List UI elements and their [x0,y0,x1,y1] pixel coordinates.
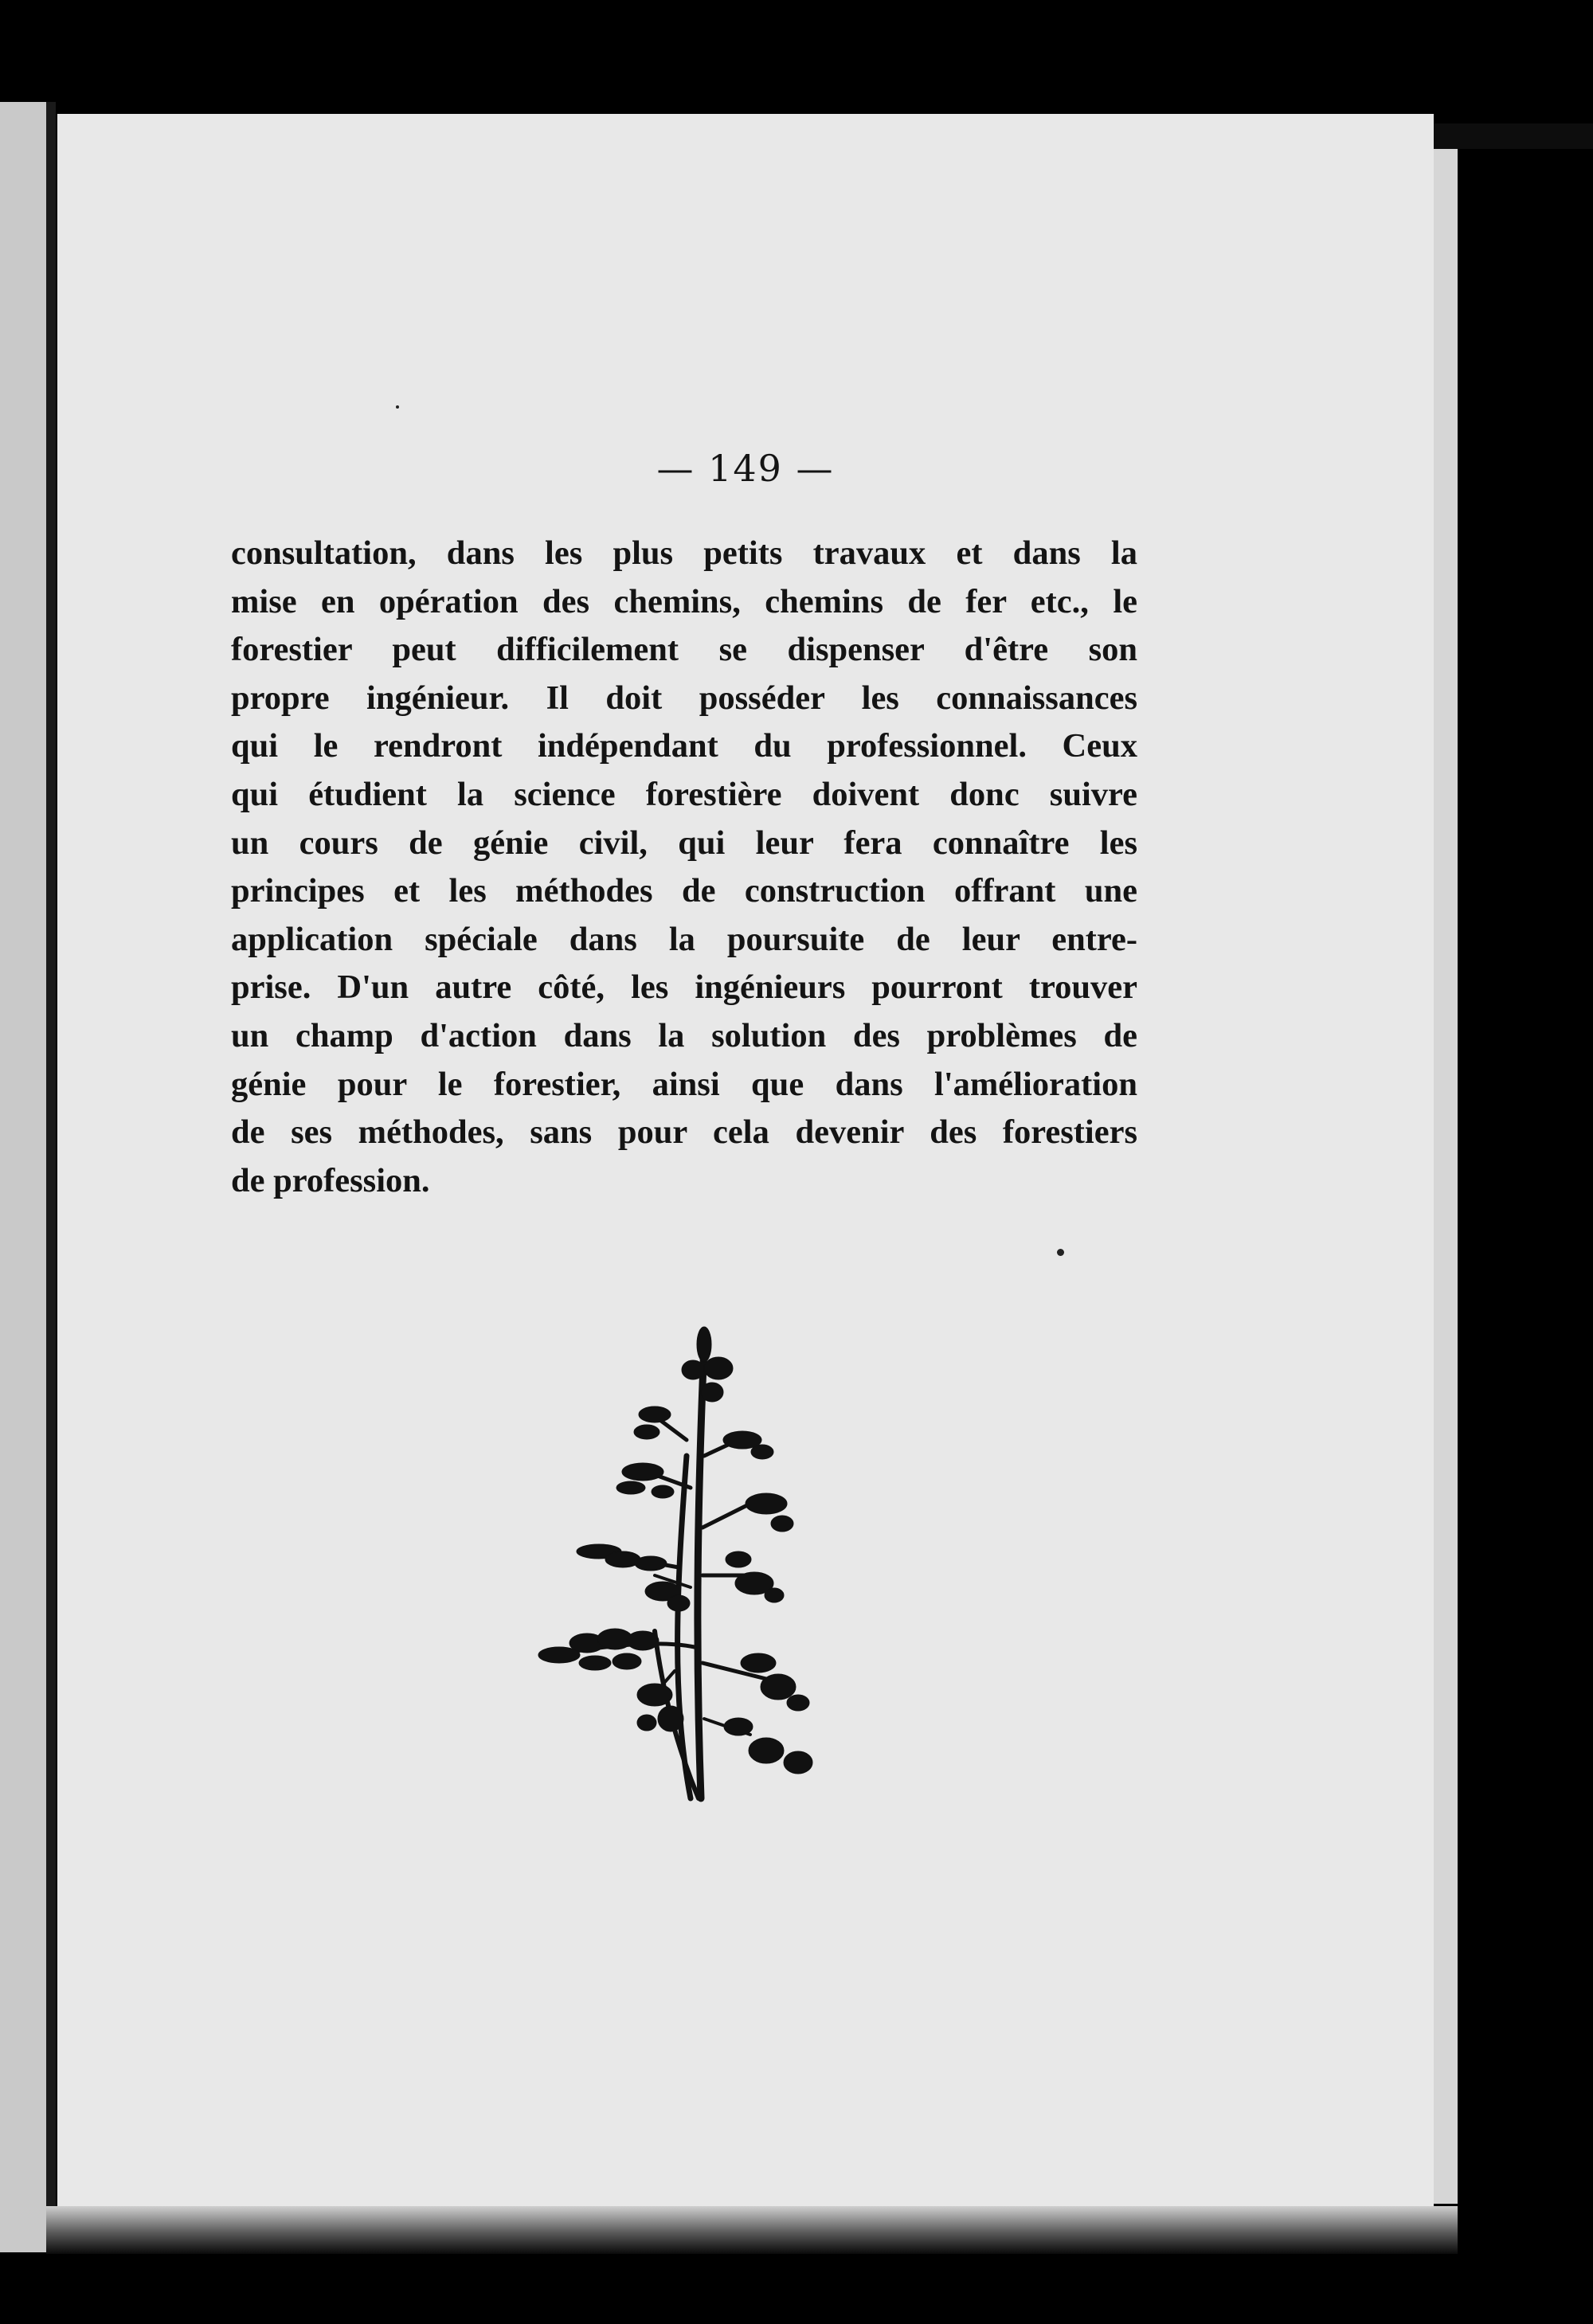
text-line: principes et les méthodes de construction offrant une [231,872,1137,910]
text-line: un cours de génie civil, qui leur fera connaître les [231,824,1137,862]
right-page-edge [1434,149,1458,2204]
binding-shadow [46,102,56,2252]
book-page [57,114,1434,2216]
text-line: de profession. [231,1161,430,1199]
text-line: qui le rendront indépendant du professionnel. Ceux [231,727,1137,765]
text-line: génie pour le forestier, ainsi que dans l'amélioration [231,1065,1137,1103]
text-line: qui étudient la science forestière doivent donc suivre [231,775,1137,813]
body-paragraph [231,530,1137,1205]
scan-border [1430,123,1593,149]
left-page-edge [0,102,46,2252]
text-line: forestier peut difficilement se dispenser d'être son [231,631,1137,669]
text-line: de ses méthodes, sans pour cela devenir des forestiers [231,1113,1137,1152]
ink-speck [396,405,399,409]
ink-speck [1057,1249,1064,1256]
text-line: consultation, dans les plus petits travaux et dans la [231,534,1137,572]
bottom-page-shadow [46,2206,1458,2254]
text-line: mise en opération des chemins, chemins de fer etc., le [231,582,1137,620]
text-line: prise. D'un autre côté, les ingénieurs pourront trouver [231,968,1137,1007]
page-number: — 149 — [656,447,835,490]
fern-sprig-icon [535,1320,838,1806]
text-line: un champ d'action dans la solution des problèmes de [231,1016,1137,1054]
text-line: propre ingénieur. Il doit posséder les connaissances [231,679,1137,717]
text-line: application spéciale dans la poursuite de leur entre- [231,920,1137,958]
